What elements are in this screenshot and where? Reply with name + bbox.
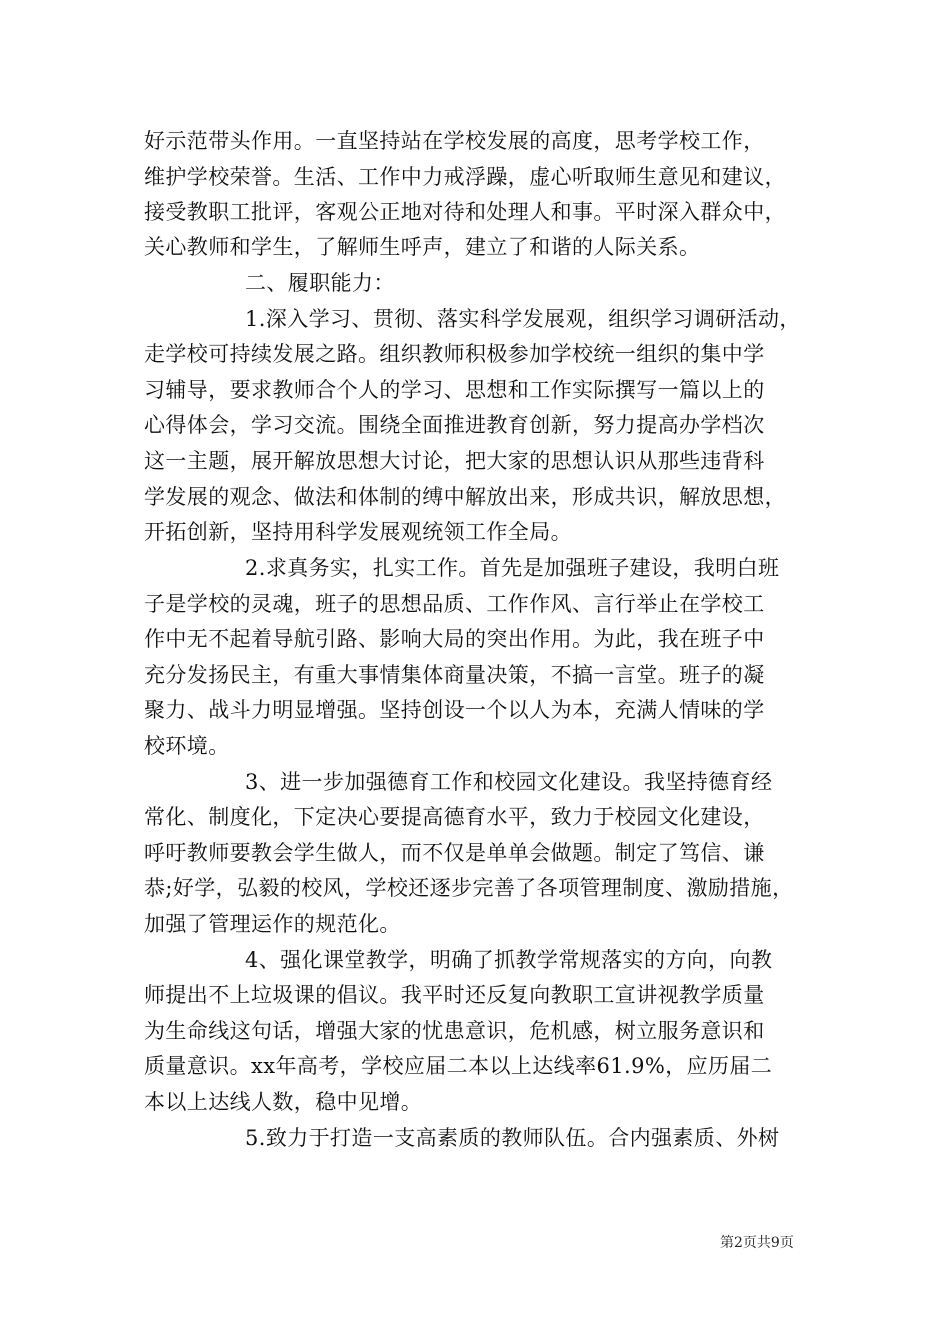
text-line: 恭;好学，弘毅的校风，学校还逐步完善了各项管理制度、激励措施， [144, 876, 794, 900]
page-number-footer: 第2页共9页 [720, 1235, 794, 1251]
text-line: 学发展的观念、做法和体制的缚中解放出来，形成共识，解放思想， [144, 485, 786, 509]
text-line: 子是学校的灵魂，班子的思想品质、工作作风、言行举止在学校工 [144, 592, 765, 616]
text-line: 维护学校荣誉。生活、工作中力戒浮躁，虚心听取师生意见和建议， [144, 165, 786, 189]
text-line: 这一主题，展开解放思想大讨论，把大家的思想认识从那些违背科 [144, 449, 765, 473]
text-line: 师提出不上垃圾课的倡议。我平时还反复向教职工宣讲视教学质量 [144, 983, 765, 1007]
text-line: 质量意识。xx年高考，学校应届二本以上达线率61.9%，应历届二 [144, 1054, 773, 1078]
text-line: 4、强化课堂教学，明确了抓教学常规落实的方向，向教 [245, 948, 773, 972]
text-line: 5.致力于打造一支高素质的教师队伍。合内强素质、外树 [245, 1126, 780, 1150]
text-line: 为生命线这句话，增强大家的忧患意识，危机感，树立服务意识和 [144, 1019, 765, 1043]
text-line: 开拓创新，坚持用科学发展观统领工作全局。 [144, 520, 572, 544]
text-line: 关心教师和学生，了解师生呼声，建立了和谐的人际关系。 [144, 235, 701, 259]
text-line: 2.求真务实，扎实工作。首先是加强班子建设，我明白班 [245, 556, 780, 580]
section-heading: 二、履职能力： [245, 271, 395, 295]
text-line: 习辅导，要求教师合个人的学习、思想和工作实际撰写一篇以上的 [144, 378, 765, 402]
text-line: 作中无不起着导航引路、影响大局的突出作用。为此，我在班子中 [144, 627, 765, 651]
text-line: 加强了管理运作的规范化。 [144, 912, 401, 936]
text-line: 本以上达线人数，稳中见增。 [144, 1090, 423, 1114]
text-line: 聚力、战斗力明显增强。坚持创设一个以人为本，充满人情味的学 [144, 698, 765, 722]
text-line: 好示范带头作用。一直坚持站在学校发展的高度，思考学校工作， [144, 129, 765, 153]
text-line: 充分发扬民主，有重大事情集体商量决策，不搞一言堂。班子的凝 [144, 663, 765, 687]
text-line: 常化、制度化，下定决心要提高德育水平，致力于校园文化建设， [144, 805, 765, 829]
text-line: 呼吁教师要教会学生做人，而不仅是单单会做题。制定了笃信、谦 [144, 841, 765, 865]
text-line: 心得体会，学习交流。围绕全面推进教育创新，努力提高办学档次 [144, 413, 765, 437]
text-line: 3、进一步加强德育工作和校园文化建设。我坚持德育经 [245, 770, 773, 794]
text-line: 1.深入学习、贯彻、落实科学发展观，组织学习调研活动， [245, 307, 801, 331]
text-line: 接受教职工批评，客观公正地对待和处理人和事。平时深入群众中， [144, 200, 786, 224]
text-line: 走学校可持续发展之路。组织教师积极参加学校统一组织的集中学 [144, 342, 765, 366]
text-line: 校环境。 [144, 734, 230, 758]
